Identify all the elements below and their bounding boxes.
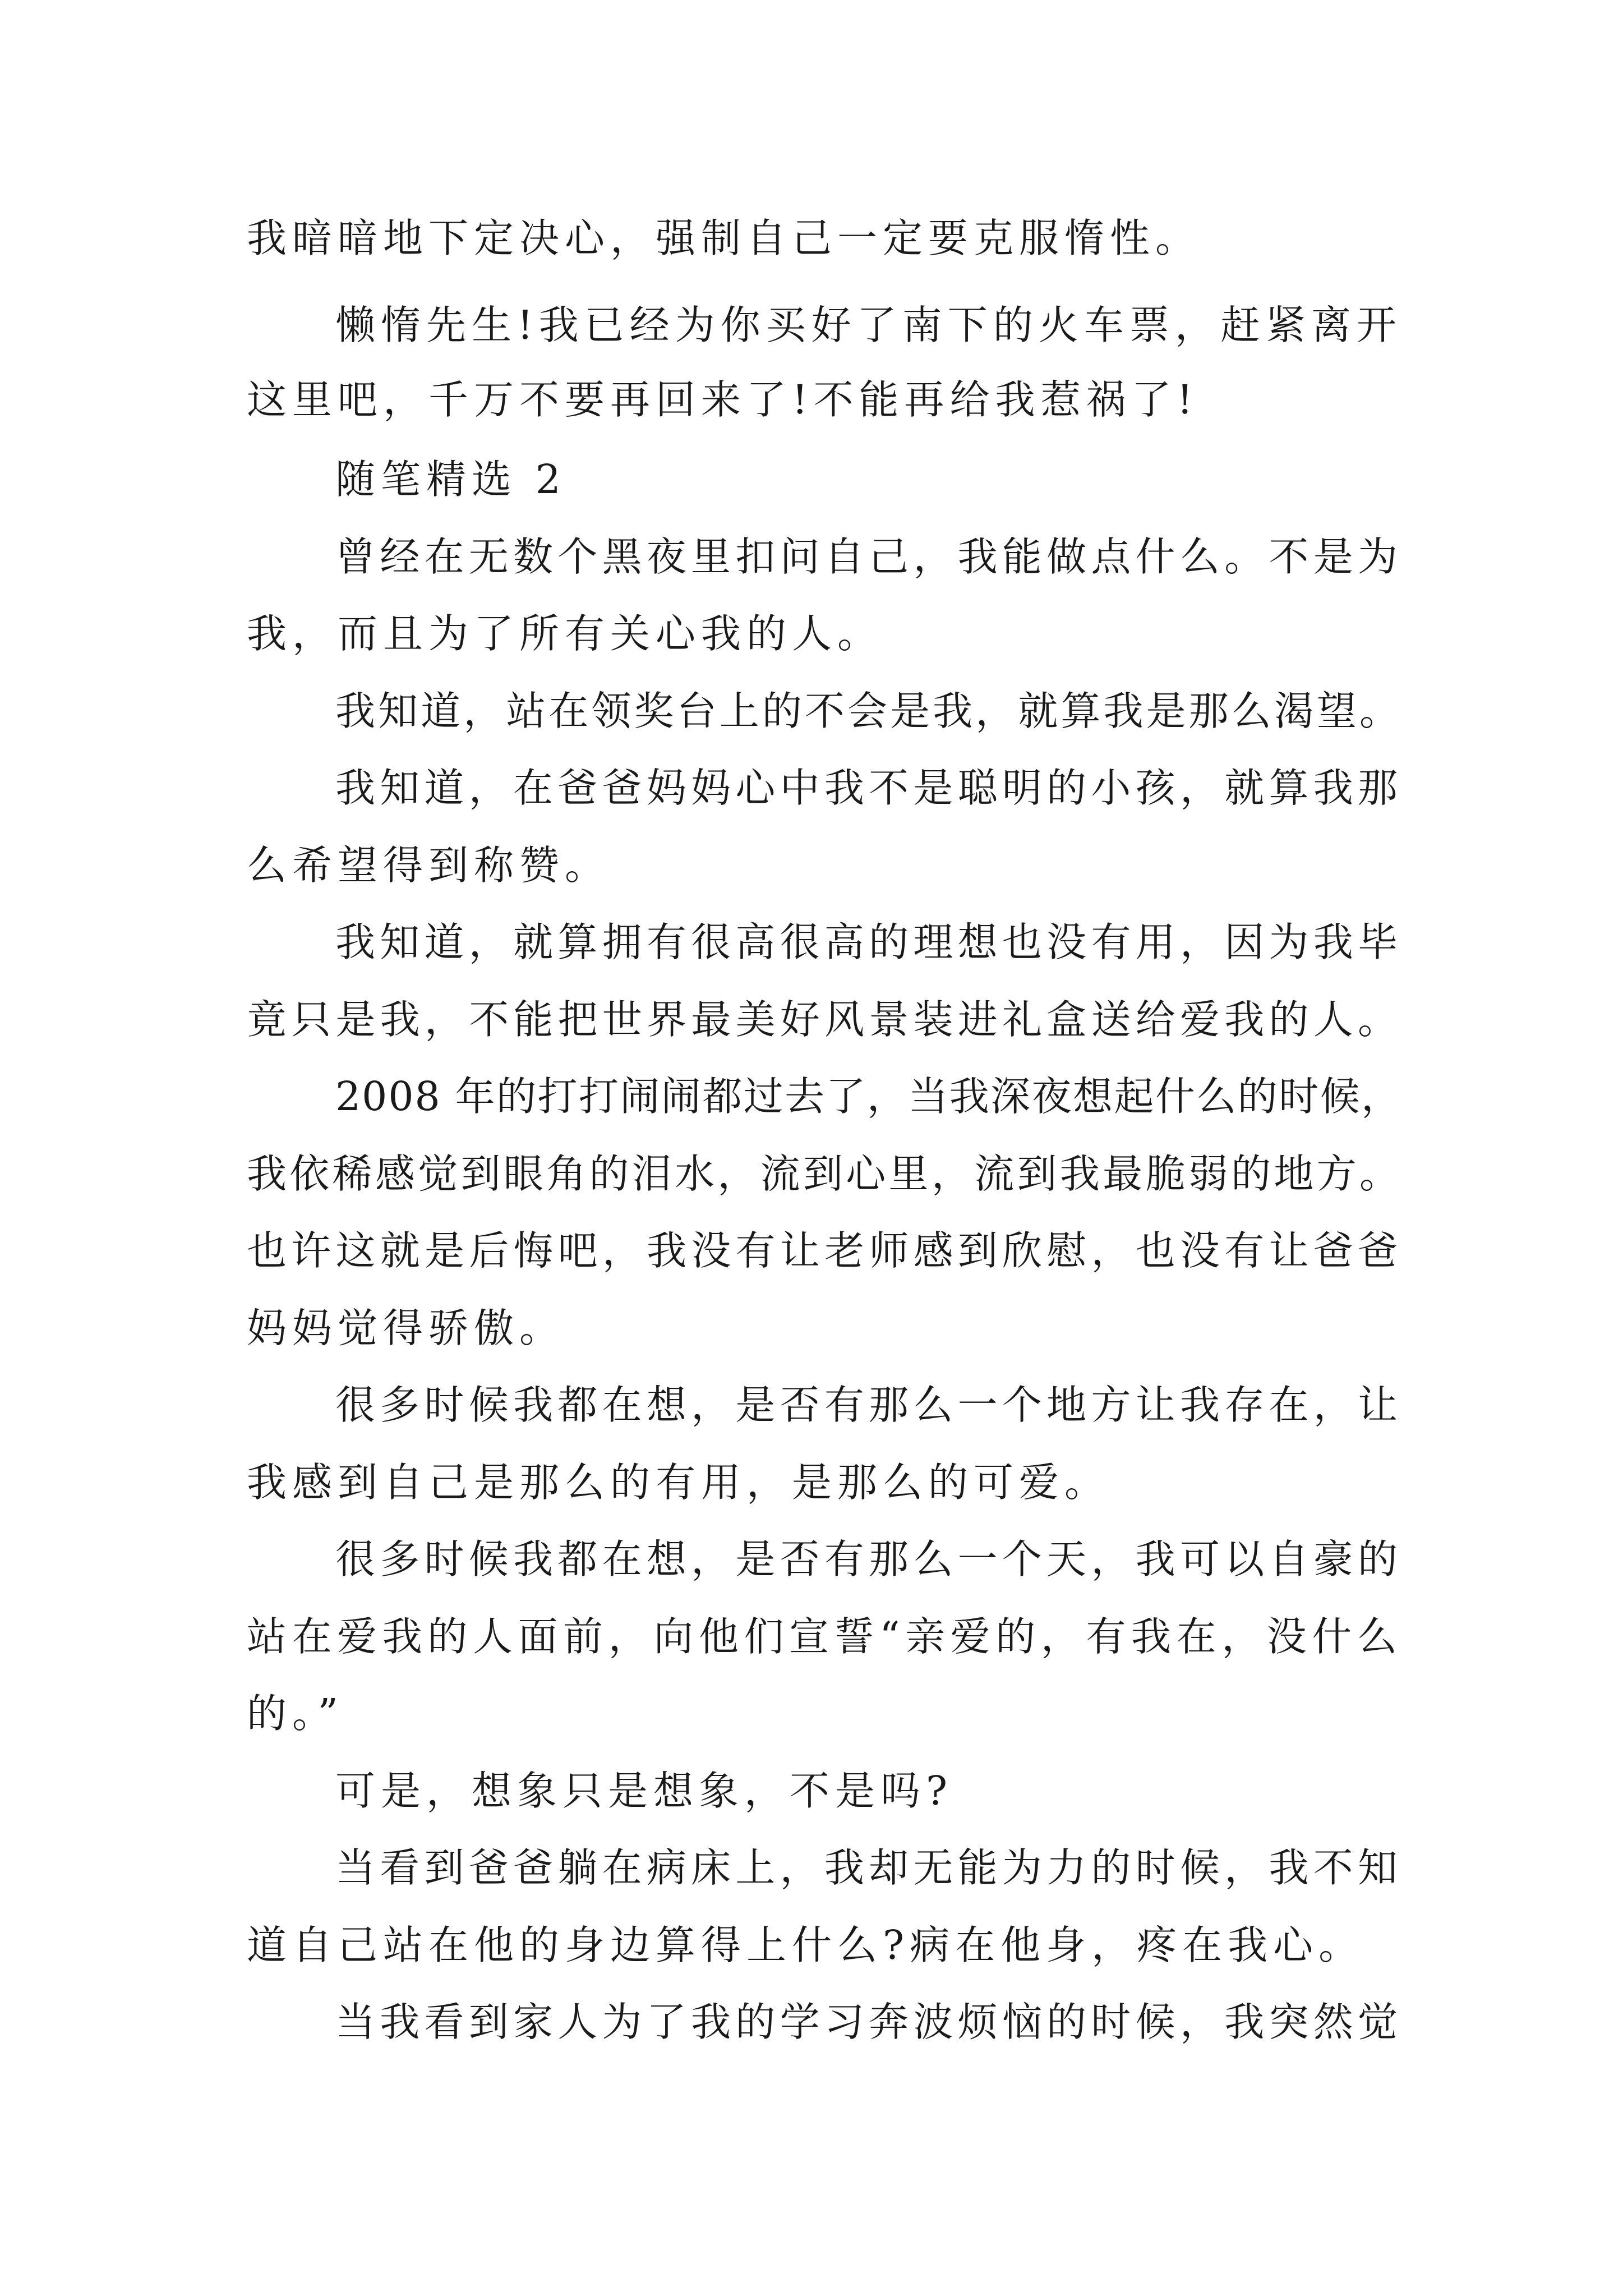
text-line: 2008 年的打打闹闹都过去了，当我深夜想起什么的时候， <box>335 1073 1402 1120</box>
text-line: 我知道，就算拥有很高很高的理想也没有用，因为我毕 <box>335 919 1402 965</box>
text-line: 我知道，在爸爸妈妈心中我不是聪明的小孩，就算我那 <box>335 765 1402 811</box>
text-line: 曾经在无数个黑夜里扣问自己，我能做点什么。不是为 <box>335 533 1402 580</box>
text-line: 竟只是我，不能把世界最美好风景装进礼盒送给爱我的人。 <box>247 996 1402 1043</box>
text-line: 站在爱我的人面前，向他们宣誓“亲爱的，有我在，没什么 <box>247 1613 1402 1660</box>
text-line: 妈妈觉得骄傲。 <box>247 1305 565 1351</box>
text-line: 很多时候我都在想，是否有那么一个天，我可以自豪的 <box>335 1536 1402 1582</box>
text-line: 很多时候我都在想，是否有那么一个地方让我存在，让 <box>335 1382 1402 1428</box>
text-line: 我知道，站在领奖台上的不会是我，就算我是那么渴望。 <box>335 688 1402 734</box>
text-line: 当我看到家人为了我的学习奔波烦恼的时候，我突然觉 <box>335 1999 1402 2045</box>
text-line: 懒惰先生!我已经为你买好了南下的火车票，赶紧离开 <box>335 302 1402 348</box>
text-line: 这里吧，千万不要再回来了!不能再给我惹祸了! <box>247 376 1199 423</box>
text-line: 道自己站在他的身边算得上什么?病在他身，疼在我心。 <box>247 1922 1364 1968</box>
text-line: 也许这就是后悔吧，我没有让老师感到欣慰，也没有让爸爸 <box>247 1227 1402 1274</box>
section-heading: 随笔精选 2 <box>335 456 566 503</box>
text-line: 我依稀感觉到眼角的泪水，流到心里，流到我最脆弱的地方。 <box>247 1151 1402 1197</box>
text-line: 我感到自己是那么的有用，是那么的可爱。 <box>247 1459 1110 1506</box>
text-line: 我，而且为了所有关心我的人。 <box>247 610 883 657</box>
text-line: 可是，想象只是想象，不是吗? <box>335 1768 953 1814</box>
text-line: 当看到爸爸躺在病床上，我却无能为力的时候，我不知 <box>335 1844 1402 1891</box>
text-line: 么希望得到称赞。 <box>247 842 611 889</box>
text-line: 的。” <box>247 1690 344 1737</box>
text-line: 我暗暗地下定决心，强制自己一定要克服惰性。 <box>247 215 1201 261</box>
